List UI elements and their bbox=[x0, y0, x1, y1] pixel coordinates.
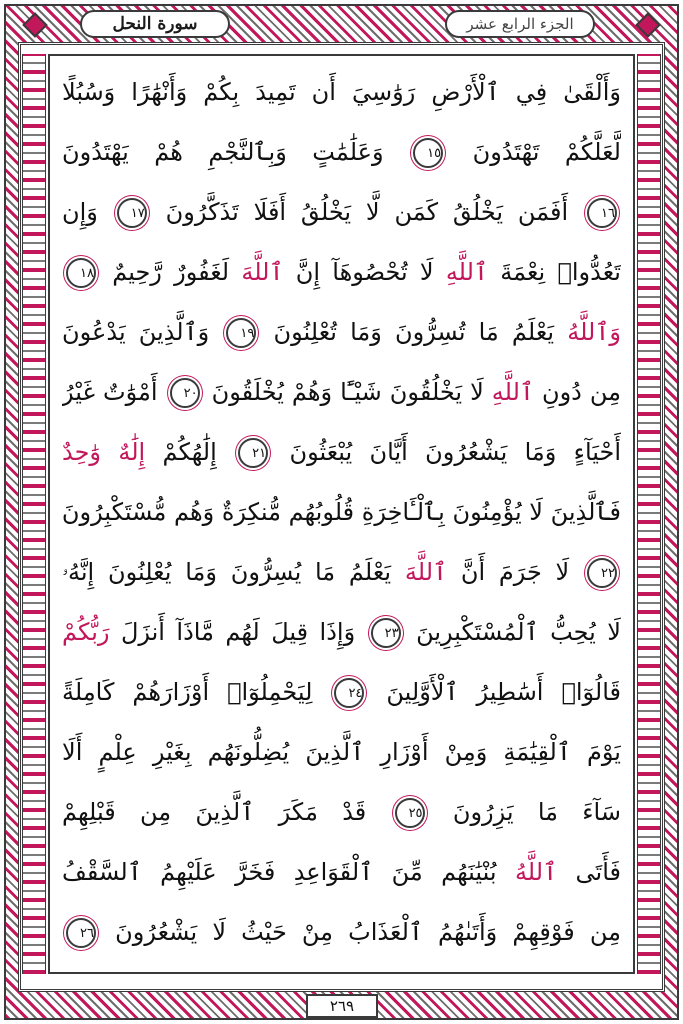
verse-text: يَعْلَمُ مَا يُسِرُّونَ وَمَا يُعْلِنُونَ إِنَّهُۥ bbox=[62, 558, 392, 586]
verse-text: لَا جَرَمَ أَنَّ bbox=[447, 558, 570, 586]
right-ornament-strip bbox=[637, 54, 661, 974]
ayah-number-marker: ٢٠ bbox=[170, 378, 200, 408]
verse-text: لِيَحْمِلُوٓا۟ أَوْزَارَهُمْ كَامِلَةً bbox=[62, 678, 313, 706]
verse-line bbox=[62, 842, 621, 902]
verse-text: لَا يَخْلُقُونَ شَيْـًٔا وَهُمْ يُخْلَقُونَ bbox=[211, 378, 484, 406]
ayah-number-marker: ١٨ bbox=[66, 258, 96, 288]
divine-name-text: ٱللَّهُ bbox=[514, 858, 558, 886]
verse-text: مِن دُونِ bbox=[533, 378, 621, 406]
ayah-number-marker: ٢١ bbox=[238, 438, 268, 468]
ayah-number-marker: ٢٦ bbox=[66, 918, 96, 948]
verse-text: يَوْمَ ٱلْقِيَٰمَةِ وَمِنْ أَوْزَارِ ٱلَّذِينَ يُضِلُّونَهُم بِغَيْرِ عِلْمٍ أَلَا bbox=[62, 738, 621, 766]
verse-text: وَإِذَا قِيلَ لَهُم مَّاذَآ أَنزَلَ bbox=[109, 618, 356, 646]
verse-text: وَإِن bbox=[62, 198, 98, 226]
verse-text: سَآءَ مَا يَزِرُونَ bbox=[452, 798, 621, 826]
verse-text: فَأَتَى bbox=[557, 858, 621, 886]
ayah-number-marker: ٢٤ bbox=[334, 678, 364, 708]
left-ornament-strip bbox=[22, 54, 46, 974]
divine-name-text: ٱللَّهَ bbox=[404, 558, 448, 586]
quran-text-body bbox=[62, 62, 621, 962]
divine-name-text: ٱللَّهِ bbox=[445, 258, 488, 286]
divine-name-text: وَٱللَّهُ bbox=[567, 318, 621, 346]
verse-text: وَعَلَٰمَٰتٍ وَبِٱلنَّجْمِ هُمْ يَهْتَدُونَ bbox=[62, 138, 384, 166]
ayah-number-marker: ١٥ bbox=[413, 138, 443, 168]
verse-text: لَغَفُورٌ رَّحِيمٌ bbox=[112, 258, 230, 286]
verse-text: لَا تُحْصُوهَآ إِنَّ bbox=[283, 258, 434, 286]
divine-name-text: ٱللَّهِ bbox=[491, 378, 534, 406]
verse-line bbox=[62, 902, 621, 962]
verse-line bbox=[62, 722, 621, 782]
verse-text: فَٱلَّذِينَ لَا يُؤْمِنُونَ بِٱلْـَٔاخِرَةِ قُلُوبُهُم مُّنكِرَةٌ وَهُم مُّسْتَكْبِرُونَ bbox=[62, 498, 621, 526]
ayah-number-marker: ١٩ bbox=[226, 318, 256, 348]
divine-name-text: إِلَٰهٌ وَٰحِدٌ bbox=[62, 438, 146, 466]
ayah-number-marker: ٢٣ bbox=[371, 618, 401, 648]
divine-name-text: ٱللَّهَ bbox=[241, 258, 284, 286]
page-number: ٢٦٩ bbox=[306, 994, 378, 1018]
verse-text: مِن فَوْقِهِمْ وَأَتَىٰهُمُ ٱلْعَذَابُ مِنْ حَيْثُ لَا يَشْعُرُونَ bbox=[115, 918, 621, 946]
corner-ornament-icon bbox=[22, 12, 47, 37]
verse-text: يَعْلَمُ مَا تُسِرُّونَ وَمَا تُعْلِنُونَ bbox=[273, 318, 555, 346]
verse-line bbox=[62, 62, 621, 122]
verse-line bbox=[62, 182, 621, 242]
verse-text: وَٱلَّذِينَ يَدْعُونَ bbox=[62, 318, 210, 346]
corner-ornament-icon bbox=[635, 12, 660, 37]
verse-text: إِلَٰهُكُمْ bbox=[145, 438, 217, 466]
ayah-number-marker: ١٧ bbox=[117, 198, 147, 228]
verse-line bbox=[62, 542, 621, 602]
ayah-number-marker: ١٦ bbox=[587, 198, 617, 228]
verse-line bbox=[62, 422, 621, 482]
verse-text: قَالُوٓا۟ أَسَٰطِيرُ ٱلْأَوَّلِينَ bbox=[386, 678, 621, 706]
verse-line bbox=[62, 302, 621, 362]
verse-text: أَحْيَآءٍ وَمَا يَشْعُرُونَ أَيَّانَ يُبْعَثُونَ bbox=[289, 438, 621, 466]
ayah-number-marker: ٢٢ bbox=[587, 558, 617, 588]
surah-title: سورة النحل bbox=[80, 10, 230, 38]
verse-line bbox=[62, 782, 621, 842]
verse-line bbox=[62, 482, 621, 542]
verse-text: تَعُدُّوا۟ نِعْمَةَ bbox=[488, 258, 621, 286]
divine-name-text: رَبُّكُمْ bbox=[62, 618, 110, 646]
verse-text: قَدْ مَكَرَ ٱلَّذِينَ مِن قَبْلِهِمْ bbox=[62, 798, 367, 826]
ayah-number-marker: ٢٥ bbox=[395, 798, 425, 828]
verse-text: لَا يُحِبُّ ٱلْمُسْتَكْبِرِينَ bbox=[416, 618, 621, 646]
verse-text: أَمْوَٰتٌ غَيْرُ bbox=[62, 378, 158, 406]
juz-title: الجزء الرابع عشر bbox=[445, 10, 595, 38]
page-header bbox=[0, 6, 683, 42]
verse-line bbox=[62, 122, 621, 182]
verse-line bbox=[62, 242, 621, 302]
verse-line bbox=[62, 362, 621, 422]
verse-line bbox=[62, 602, 621, 662]
verse-text: لَّعَلَّكُمْ تَهْتَدُونَ bbox=[472, 138, 621, 166]
verse-text: بُنْيَٰنَهُم مِّنَ ٱلْقَوَاعِدِ فَخَرَّ عَلَيْهِمُ ٱلسَّقْفُ bbox=[62, 858, 497, 886]
verse-text: وَأَلْقَىٰ فِي ٱلْأَرْضِ رَوَٰسِيَ أَن تَمِيدَ بِكُمْ وَأَنْهَٰرًا وَسُبُلًا bbox=[62, 78, 621, 106]
verse-line bbox=[62, 662, 621, 722]
verse-text: أَفَمَن يَخْلُقُ كَمَن لَّا يَخْلُقُ أَفَلَا تَذَكَّرُونَ bbox=[165, 198, 569, 226]
